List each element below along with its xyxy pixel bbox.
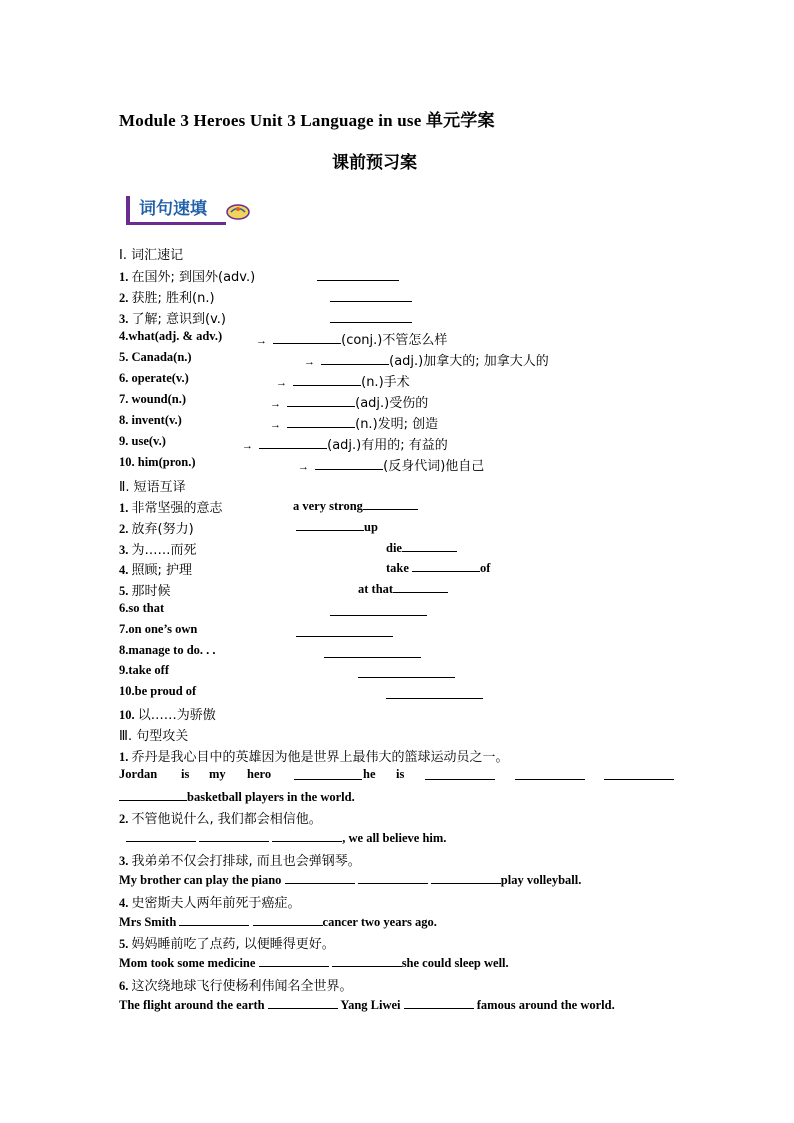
arrow-icon: → (276, 377, 287, 389)
answer-blank[interactable] (272, 829, 342, 842)
answer-blank[interactable] (315, 457, 383, 470)
arrow-icon: → (270, 419, 281, 431)
phrase-item-4: 4. 照顾; 护理 (119, 563, 193, 578)
phrase-item-1-answer: a very strong (293, 497, 418, 514)
book-icon (226, 200, 250, 220)
answer-blank[interactable] (358, 871, 428, 884)
answer-blank[interactable] (268, 996, 338, 1009)
vocab-item-5-answer: → (adj.)加拿大的; 加拿大人的 (304, 354, 549, 369)
vocab-item-6-answer: → (n.)手术 (276, 375, 410, 390)
answer-blank[interactable] (253, 913, 323, 926)
answer-blank[interactable] (179, 913, 249, 926)
arrow-icon: → (298, 461, 309, 473)
vocab-item-10-answer: → (反身代词)他自己 (298, 459, 485, 474)
phrase-item-2-answer: up (296, 518, 378, 535)
answer-blank[interactable] (287, 394, 355, 407)
answer-blank[interactable] (294, 767, 362, 780)
phrase-item-4-answer: take of (386, 561, 491, 575)
arrow-icon: → (270, 398, 281, 410)
answer-blank[interactable] (431, 871, 501, 884)
answer-blank[interactable] (317, 268, 399, 281)
page-title: Module 3 Heroes Unit 3 Language in use 单元学案 (119, 111, 495, 130)
vocab-item-5: 5. Canada(n.) (119, 350, 192, 364)
answer-blank[interactable] (285, 871, 355, 884)
vocab-item-1: 1. 在国外; 到国外(adv.) (119, 270, 256, 285)
answer-blank[interactable] (330, 603, 427, 616)
phrase-item-11: 10. 以……为骄傲 (119, 708, 216, 723)
phrase-item-6: 6.so that (119, 601, 165, 615)
page-subtitle: 课前预习案 (332, 153, 417, 173)
phrase-item-9: 9.take off (119, 663, 169, 677)
vocab-item-7-answer: → (adj.)受伤的 (270, 396, 429, 411)
section3-heading: Ⅲ. 句型攻关 (119, 729, 189, 744)
sentence-1-cn: 1. 乔丹是我心目中的英雄因为他是世界上最伟大的篮球运动员之一。 (119, 750, 509, 765)
sentence-2-en: , we all believe him. (126, 829, 446, 846)
answer-blank[interactable] (404, 996, 474, 1009)
answer-blank[interactable] (393, 580, 448, 593)
phrase-item-3: 3. 为……而死 (119, 543, 197, 558)
badge-underline (126, 222, 226, 225)
sentence-5-en: Mom took some medicine she could sleep well. (119, 956, 509, 970)
answer-blank[interactable] (296, 518, 364, 531)
answer-blank[interactable] (330, 310, 412, 323)
answer-blank[interactable] (259, 954, 329, 967)
phrase-item-3-answer: die (386, 539, 457, 556)
answer-blank[interactable] (296, 624, 393, 637)
vocab-item-4-answer: → (conj.)不管怎么样 (256, 333, 448, 348)
arrow-icon: → (256, 335, 267, 347)
phrase-item-10: 10.be proud of (119, 684, 197, 698)
answer-blank[interactable] (321, 352, 389, 365)
vocab-item-4: 4.what(adj. & adv.) (119, 329, 223, 343)
answer-blank[interactable] (402, 539, 457, 552)
answer-blank[interactable] (287, 415, 355, 428)
vocab-item-3: 3. 了解; 意识到(v.) (119, 312, 226, 327)
answer-blank[interactable] (119, 788, 187, 801)
arrow-icon: → (242, 440, 253, 452)
section2-heading: Ⅱ. 短语互译 (119, 480, 186, 495)
answer-blank[interactable] (126, 829, 196, 842)
vocab-item-6: 6. operate(v.) (119, 371, 189, 385)
vocab-item-10: 10. him(pron.) (119, 455, 196, 469)
answer-blank[interactable] (259, 436, 327, 449)
sentence-6-en: The flight around the earth Yang Liwei famous around the world. (119, 998, 615, 1012)
answer-blank[interactable] (604, 767, 674, 780)
vocab-item-9: 9. use(v.) (119, 434, 166, 448)
answer-blank[interactable] (199, 829, 269, 842)
sentence-3-en: My brother can play the piano play volleyball. (119, 873, 582, 887)
phrase-item-8: 8.manage to do. . . (119, 643, 216, 657)
answer-blank[interactable] (332, 954, 402, 967)
answer-blank[interactable] (412, 559, 480, 572)
phrase-item-5: 5. 那时候 (119, 584, 171, 599)
vocab-item-8-answer: → (n.)发明; 创造 (270, 417, 439, 432)
sentence-2-cn: 2. 不管他说什么, 我们都会相信他。 (119, 812, 322, 827)
badge-bar (126, 196, 130, 224)
phrase-item-7: 7.on one’s own (119, 622, 198, 636)
sentence-4-en: Mrs Smith cancer two years ago. (119, 915, 437, 929)
sentence-5-cn: 5. 妈妈睡前吃了点药, 以便睡得更好。 (119, 937, 335, 952)
section1-heading: Ⅰ. 词汇速记 (119, 248, 184, 263)
answer-blank[interactable] (330, 289, 412, 302)
sentence-6-cn: 6. 这次绕地球飞行使杨利伟闻名全世界。 (119, 979, 353, 994)
answer-blank[interactable] (273, 331, 341, 344)
answer-blank[interactable] (324, 645, 421, 658)
sentence-3-cn: 3. 我弟弟不仅会打排球, 而且也会弹钢琴。 (119, 854, 361, 869)
sentence-1-en-cont: basketball players in the world. (119, 788, 355, 805)
phrase-item-1: 1. 非常坚强的意志 (119, 501, 223, 516)
vocab-item-7: 7. wound(n.) (119, 392, 187, 406)
phrase-item-2: 2. 放弃(努力) (119, 522, 194, 537)
answer-blank[interactable] (293, 373, 361, 386)
vocab-item-9-answer: → (adj.)有用的; 有益的 (242, 438, 448, 453)
answer-blank[interactable] (386, 686, 483, 699)
phrase-item-5-answer: at that (358, 580, 448, 597)
answer-blank[interactable] (425, 767, 495, 780)
answer-blank[interactable] (358, 665, 455, 678)
answer-blank[interactable] (363, 497, 418, 510)
vocab-item-2: 2. 获胜; 胜利(n.) (119, 291, 215, 306)
sentence-4-cn: 4. 史密斯夫人两年前死于癌症。 (119, 896, 301, 911)
answer-blank[interactable] (515, 767, 585, 780)
section-badge (126, 192, 254, 226)
badge-label: 词句速填 (139, 199, 207, 219)
sentence-1-en: Jordan is my hero he is (119, 767, 675, 782)
vocab-item-8: 8. invent(v.) (119, 413, 182, 427)
arrow-icon: → (304, 356, 315, 368)
